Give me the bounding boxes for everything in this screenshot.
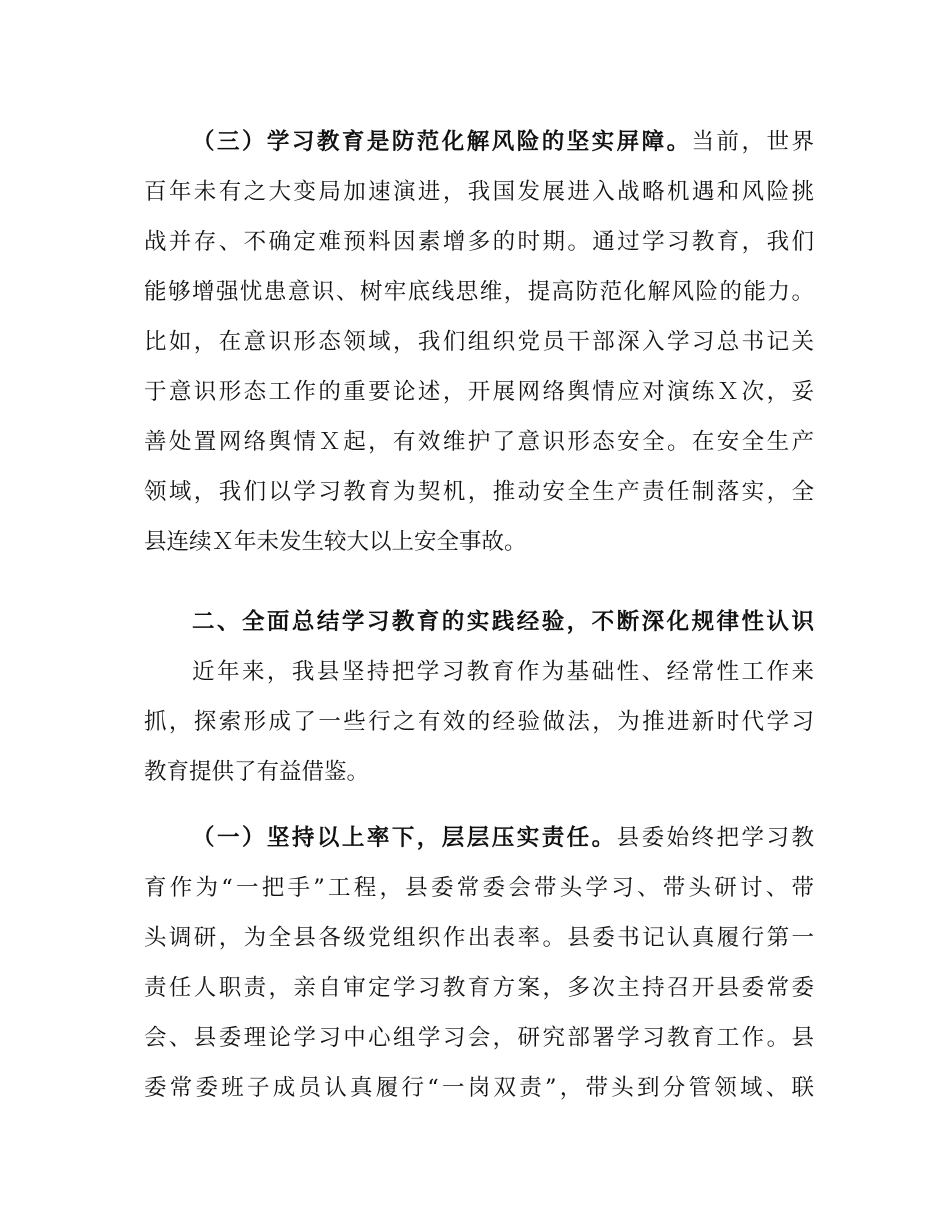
paragraph-1-heading: （三）学习教育是防范化解风险的坚实屏障。 [192, 129, 692, 155]
paragraph-1-line-8: 领域，我们以学习教育为契机，推动安全生产责任制落实，全 [144, 479, 814, 505]
paragraph-3-line-2: 育作为“一把手”工程，县委常委会带头学习、带头研讨、带 [144, 875, 814, 901]
paragraph-1-line-5: 比如，在意识形态领域，我们组织党员干部深入学习总书记关 [144, 329, 814, 355]
paragraph-2-line-2: 抓，探索形成了一些行之有效的经验做法，为推进新时代学习 [144, 709, 814, 735]
paragraph-1-line-3: 战并存、不确定难预料因素增多的时期。通过学习教育，我们 [144, 229, 814, 255]
paragraph-3-heading: （一）坚持以上率下，层层压实责任。 [192, 825, 617, 851]
paragraph-3-line-3: 头调研，为全县各级党组织作出表率。县委书记认真履行第一 [144, 925, 814, 951]
paragraph-1-line-4: 能够增强忧患意识、树牢底线思维，提高防范化解风险的能力。 [144, 279, 814, 305]
paragraph-2-line-3: 教育提供了有益借鉴。 [144, 759, 370, 785]
paragraph-1-line-1 [192, 122, 814, 162]
paragraph-1-line-7: 善处置网络舆情Ｘ起，有效维护了意识形态安全。在安全生产 [144, 429, 814, 455]
paragraph-3-line-1 [192, 818, 814, 858]
paragraph-1-text: 当前，世界 [691, 129, 814, 155]
paragraph-3-line-6: 委常委班子成员认真履行“一岗双责”，带头到分管领域、联 [144, 1075, 814, 1101]
paragraph-3-text: 县委始终把学习教 [616, 825, 814, 851]
paragraph-2-line-1: 近年来，我县坚持把学习教育作为基础性、经常性工作来 [192, 659, 814, 685]
paragraph-1-line-2: 百年未有之大变局加速演进，我国发展进入战略机遇和风险挑 [144, 179, 814, 205]
paragraph-1-line-6: 于意识形态工作的重要论述，开展网络舆情应对演练Ｘ次，妥 [144, 379, 814, 405]
section-2-heading: 二、全面总结学习教育的实践经验，不断深化规律性认识 [192, 609, 814, 635]
paragraph-3-line-5: 会、县委理论学习中心组学习会，研究部署学习教育工作。县 [144, 1025, 814, 1051]
paragraph-3-line-4: 责任人职责，亲自审定学习教育方案，多次主持召开县委常委 [144, 975, 814, 1001]
paragraph-1-line-9: 县连续Ｘ年未发生较大以上安全事故。 [144, 529, 527, 555]
